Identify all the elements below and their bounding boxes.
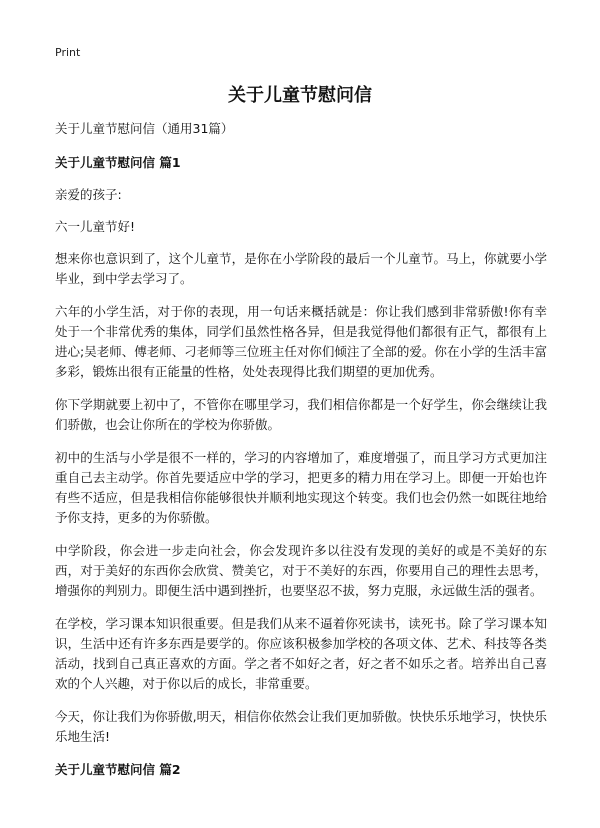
paragraph: 中学阶段，你会进一步走向社会，你会发现许多以往没有发现的美好的或是不美好的东西，对于美好的东西你会欣赏、赞美它，对于不美好的东西，你要用自己的理性去思考，增强你的判别力。即便生活中遇到挫折，也要坚忍不拔，努力克服，永远做生活的强者。 [55, 543, 547, 598]
paragraph-greeting: 亲爱的孩子: [55, 187, 122, 202]
paragraph: 你下学期就要上初中了，不管你在哪里学习，我们相信你都是一个好学生，你会继续让我们骄傲，也会让你所在的学校为你骄傲。 [55, 397, 547, 432]
section-heading-2: 关于儿童节慰问信 篇2 [55, 762, 181, 777]
paragraph: 初中的生活与小学是很不一样的，学习的内容增加了，难度增强了，而且学习方式更加注重自己去主动学。你首先要适应中学的学习，把更多的精力用在学习上。即便一开始也许有些不适应，但是我相信你能够很快并顺利地实现这个转变。我们也会仍然一如既往地给予你支持，更多的为你骄傲。 [55, 450, 547, 525]
document-subtitle: 关于儿童节慰问信（通用31篇） [55, 121, 234, 136]
paragraph: 今天，你让我们为你骄傲,明天，相信你依然会让我们更加骄傲。快快乐乐地学习，快快乐乐地生活! [55, 709, 547, 744]
paragraph: 在学校，学习课本知识很重要。但是我们从来不逼着你死读书，读死书。除了学习课本知识，生活中还有许多东西是要学的。你应该积极参加学校的各项文体、艺术、科技等各类活动，找到自己真正喜欢的方面。学之者不如好之者，好之者不如乐之者。培养出自己喜欢的个人兴趣，对于你以后的成长，非常重要。 [55, 616, 547, 691]
paragraph-wish: 六一儿童节好! [55, 219, 136, 234]
section-heading-1: 关于儿童节慰问信 篇1 [55, 155, 181, 170]
document-body [55, 119, 547, 780]
page-title: 关于儿童节慰问信 [228, 85, 372, 106]
paragraph: 六年的小学生活，对于你的表现，用一句话来概括就是：你让我们感到非常骄傲!你有幸处于一个非常优秀的集体，同学们虽然性格各异，但是我觉得他们都很有正气，都很有上进心;吴老师、傅老师、刁老师等三位班主任对你们倾注了全部的爱。你在小学的生活丰富多彩，锻炼出很有正能量的性格，处处表现得比我们期望的更加优秀。 [55, 304, 547, 379]
print-link[interactable]: Print [55, 46, 81, 59]
paragraph: 想来你也意识到了，这个儿童节，是你在小学阶段的最后一个儿童节。马上，你就要小学毕业，到中学去学习了。 [55, 251, 547, 286]
